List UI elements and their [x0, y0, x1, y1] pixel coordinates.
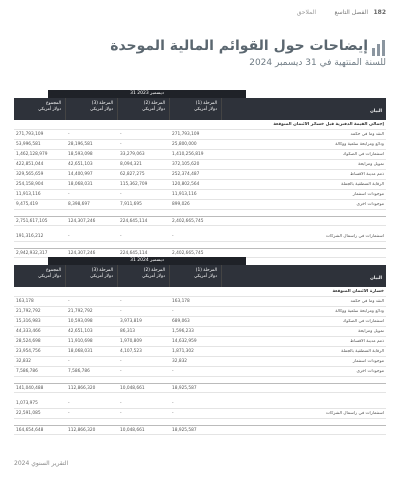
table-row	[14, 190, 386, 200]
row-label: استثمارات في الصكوك	[342, 319, 384, 324]
table-cell: 11,913,116	[172, 192, 197, 197]
table-cell: 7,586,786	[68, 369, 90, 374]
table-cell: 163,178	[172, 299, 190, 304]
table-cell: -	[68, 401, 70, 406]
table-cell: -	[172, 401, 174, 406]
page-number: 182	[373, 9, 386, 16]
table-cell: 3,973,819	[120, 319, 142, 324]
column-header: المرحلة (3) دولار أمريكي	[66, 98, 118, 120]
table-cell: 1,462,128,979	[16, 152, 48, 157]
table-cell: -	[172, 234, 174, 239]
section-row	[14, 120, 386, 130]
period-header: 31 ديسمبر 2023	[48, 90, 246, 98]
table-cell: 10,048,661	[120, 427, 145, 433]
table-cell: 2,751,617,105	[16, 218, 48, 224]
table-cell: 112,866,320	[68, 385, 96, 391]
row-label: النقد وما في حكمه	[350, 132, 384, 137]
table-row	[14, 180, 386, 190]
table-cell: 164,654,648	[16, 427, 44, 433]
table-row	[14, 200, 386, 210]
table-cell: 271,793,109	[172, 132, 200, 137]
table-cell: -	[120, 142, 122, 147]
column-header: المرحلة (2) دولار أمريكي	[118, 98, 170, 120]
row-label: موجودات أخرى	[356, 202, 384, 207]
table-cell: 18,925,587	[172, 427, 197, 433]
table-cell: -	[120, 369, 122, 374]
subsection-name: الملاحق	[296, 9, 316, 16]
table-cell: 124,307,246	[68, 250, 96, 256]
table-row	[14, 307, 386, 317]
table-cell: 8,094,321	[120, 162, 142, 167]
row-label: الرقابة المنطقية بالجملة	[341, 182, 384, 187]
table-row	[14, 170, 386, 180]
row-label: تمويل ومرابحة	[358, 162, 384, 167]
table-cell: -	[172, 369, 174, 374]
table-cell: 7,911,695	[120, 202, 142, 207]
table-row	[14, 399, 386, 409]
row-label: ودائع ومرابحة سلعية ووكالة	[335, 309, 384, 314]
table-cell: 62,827,275	[120, 172, 145, 177]
row-label: موجودات استثمار	[352, 359, 384, 364]
table-cell: 18,068,031	[68, 349, 93, 354]
table-cell: 372,105,620	[172, 162, 200, 167]
table-row	[14, 232, 386, 242]
row-label: ذمم مدينة الأقساط	[350, 339, 384, 344]
table-cell: 141,040,488	[16, 385, 44, 391]
table-2023	[14, 90, 386, 258]
table-cell: 271,793,109	[16, 132, 44, 137]
table-cell: -	[120, 234, 122, 239]
column-header: المجموع دولار أمريكي	[14, 98, 66, 120]
table-row	[14, 367, 386, 377]
page-subtitle: للسنة المنتهية في 31 ديسمبر 2024	[249, 58, 386, 68]
table-cell: 18,593,098	[68, 152, 93, 157]
table-cell: -	[68, 132, 70, 137]
table-cell: 422,851,044	[16, 162, 44, 167]
table-cell: 10,048,661	[120, 385, 145, 391]
column-header-row	[14, 98, 386, 120]
table-cell: 124,307,246	[68, 218, 96, 224]
table-cell: 42,651,103	[68, 162, 93, 167]
row-label: موجودات استثمار	[352, 192, 384, 197]
total-row	[14, 216, 386, 226]
table-cell: 44,333,466	[16, 329, 41, 334]
row-label: موجودات أخرى	[356, 369, 384, 374]
table-row	[14, 409, 386, 419]
row-label: استثمارات في الصكوك	[342, 152, 384, 157]
table-cell: 21,792,792	[68, 309, 93, 314]
section-name: الفصل التاسع	[334, 9, 368, 16]
label-column-header: البيان	[370, 276, 382, 281]
table-cell: 2,402,665,745	[172, 218, 204, 224]
total-row	[14, 383, 386, 393]
table-row	[14, 150, 386, 160]
table-cell: 163,178	[16, 299, 34, 304]
table-cell: 329,565,659	[16, 172, 44, 177]
table-cell: 21,792,792	[16, 309, 41, 314]
label-column-header: البيان	[370, 109, 382, 114]
page-title: إيضاحات حول القوائم المالية الموحدة	[110, 38, 368, 54]
table-cell: -	[68, 299, 70, 304]
table-cell: 10,593,098	[68, 319, 93, 324]
table-cell: -	[120, 359, 122, 364]
table-cell: 11,913,116	[16, 192, 41, 197]
table-cell: 22,591,085	[16, 411, 41, 416]
table-cell: -	[68, 234, 70, 239]
table-cell: 32,832	[172, 359, 188, 364]
column-header-row	[14, 265, 386, 287]
table-row	[14, 297, 386, 307]
table-cell: -	[172, 411, 174, 416]
table-cell: 14,632,959	[172, 339, 197, 344]
row-label: ودائع ومرابحة سلعية ووكالة	[335, 142, 384, 147]
table-cell: 224,645,114	[120, 250, 148, 256]
table-cell: 2,942,932,317	[16, 250, 48, 256]
table-row	[14, 317, 386, 327]
table-cell: 224,645,114	[120, 218, 148, 224]
table-cell: -	[120, 309, 122, 314]
row-label: إجمالي القيمة الدفترية قبل خسائر الائتمان المتوقعة	[273, 122, 384, 127]
row-label: ذمم مدينة الأقساط	[350, 172, 384, 177]
table-cell: 112,866,320	[68, 427, 96, 433]
period-header: 31 ديسمبر 2024	[48, 257, 246, 265]
table-cell: -	[68, 192, 70, 197]
page-header	[14, 9, 386, 21]
table-cell: 11,910,698	[68, 339, 93, 344]
table-cell: 120,802,564	[172, 182, 200, 187]
table-row	[14, 140, 386, 150]
table-cell: -	[120, 299, 122, 304]
table-row	[14, 337, 386, 347]
table-cell: 254,158,904	[16, 182, 44, 187]
column-header: المرحلة (1) دولار أمريكي	[170, 265, 222, 287]
table-cell: 1,970,809	[120, 339, 142, 344]
table-cell: -	[172, 309, 174, 314]
table-cell: 115,362,709	[120, 182, 148, 187]
table-cell: 42,651,103	[68, 329, 93, 334]
table-cell: 252,374,487	[172, 172, 200, 177]
table-cell: 33,279,063	[120, 152, 145, 157]
table-cell: 28,196,581	[68, 142, 93, 147]
table-cell: 8,398,697	[68, 202, 90, 207]
table-cell: 1,073,975	[16, 401, 38, 406]
table-cell: 86,313	[120, 329, 136, 334]
total-row	[14, 425, 386, 435]
table-row	[14, 347, 386, 357]
table-cell: 15,316,983	[16, 319, 41, 324]
table-cell: 9,475,419	[16, 202, 38, 207]
row-label: الرقابة المنطقية بالجملة	[341, 349, 384, 354]
table-row	[14, 130, 386, 140]
table-cell: -	[68, 411, 70, 416]
table-row	[14, 160, 386, 170]
table-row	[14, 327, 386, 337]
table-cell: -	[120, 411, 122, 416]
column-header: المرحلة (1) دولار أمريكي	[170, 98, 222, 120]
column-header: المرحلة (3) دولار أمريكي	[66, 265, 118, 287]
row-label: النقد وما في حكمه	[350, 299, 384, 304]
table-cell: 25,800,000	[172, 142, 197, 147]
table-cell: 689,063	[172, 319, 190, 324]
column-header: المجموع دولار أمريكي	[14, 265, 66, 287]
table-cell: 7,586,786	[16, 369, 38, 374]
table-cell: -	[120, 192, 122, 197]
table-cell: 1,410,256,819	[172, 152, 204, 157]
table-cell: 14,400,997	[68, 172, 93, 177]
row-label: استثمارات في رأسمال الشركات	[325, 411, 384, 416]
table-cell: -	[68, 359, 70, 364]
table-cell: -	[120, 401, 122, 406]
table-cell: 32,832	[16, 359, 32, 364]
table-cell: 2,402,665,745	[172, 250, 204, 256]
table-cell: 1,871,302	[172, 349, 194, 354]
table-row	[14, 357, 386, 367]
table-cell: 899,026	[172, 202, 190, 207]
row-label: تمويل ومرابحة	[358, 329, 384, 334]
section-row	[14, 287, 386, 297]
table-cell: 4,107,523	[120, 349, 142, 354]
table-cell: 18,068,031	[68, 182, 93, 187]
row-label: خسارة الائتمان المتوقعة	[332, 289, 384, 294]
table-cell: 23,954,756	[16, 349, 41, 354]
table-cell: 18,925,587	[172, 385, 197, 391]
row-label: استثمارات في رأسمال الشركات	[325, 234, 384, 239]
table-cell: 1,596,233	[172, 329, 194, 334]
column-header: المرحلة (2) دولار أمريكي	[118, 265, 170, 287]
footer-text: التقرير السنوي 2024	[14, 460, 69, 467]
chart-bars-icon	[372, 40, 386, 56]
table-cell: -	[120, 132, 122, 137]
table-cell: 191,316,212	[16, 234, 44, 239]
table-cell: 53,996,581	[16, 142, 41, 147]
table-cell: 28,524,698	[16, 339, 41, 344]
table-2024	[14, 257, 386, 435]
